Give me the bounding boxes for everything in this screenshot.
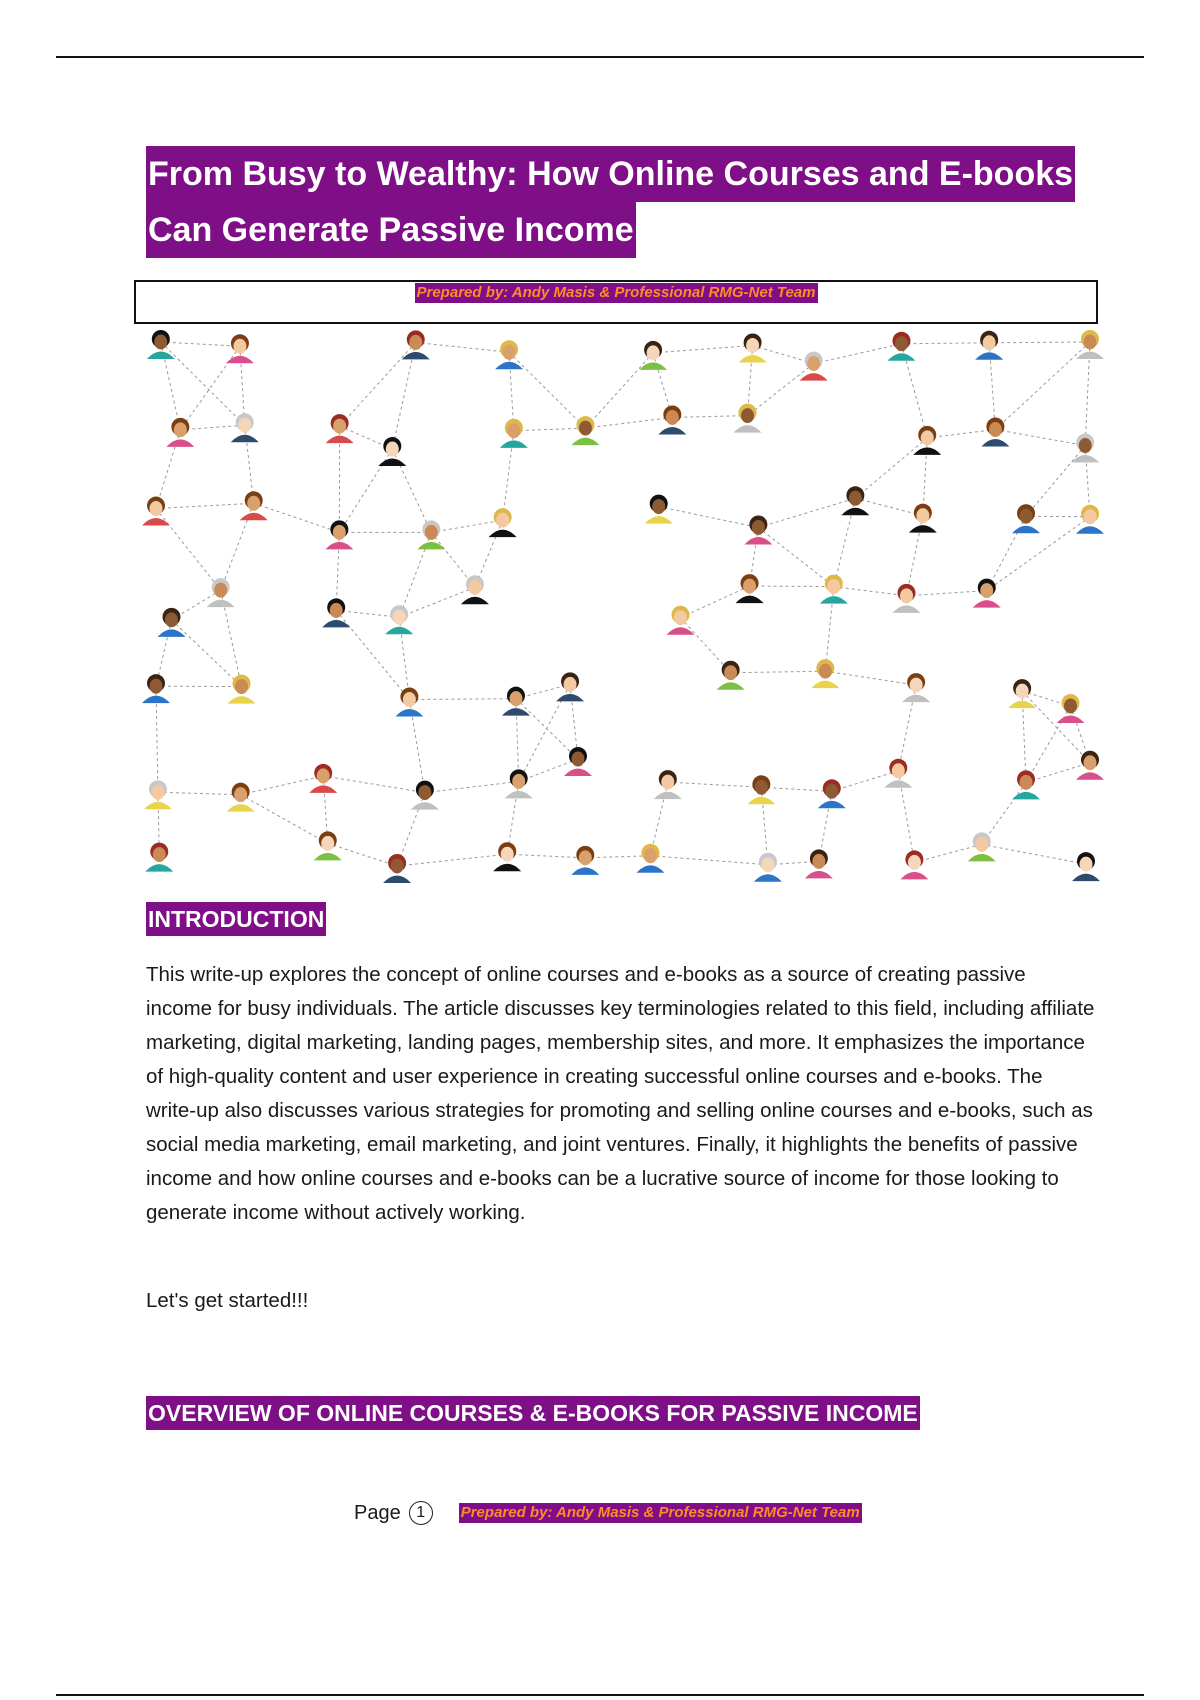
person-icon [902,673,930,702]
title-line-2: Can Generate Passive Income [146,202,636,258]
prepared-by-box [134,280,1098,324]
person-icon [1071,434,1099,463]
page-footer [354,1498,862,1528]
network-connection [748,364,814,416]
network-connection [323,776,425,793]
person-icon [717,661,745,690]
network-connection [340,342,416,426]
person-icon [502,687,530,716]
footer-prepared-by: Prepared by: Andy Masis & Professional RMG-Net Team [460,1504,860,1521]
person-icon [207,578,235,607]
introduction-closing: Let's get started!!! [146,1289,309,1312]
network-connection [731,671,826,673]
network-connection [855,438,927,498]
prepared-by-label: Prepared by: Andy Masis & Professional RMG-Net Team [416,284,816,301]
network-connection [901,343,989,344]
network-connection [668,782,762,787]
network-connection [585,353,653,428]
network-connection [659,507,759,528]
person-icon [231,413,259,442]
person-icon [893,584,921,613]
network-connection [514,428,586,431]
person-icon [505,769,533,798]
person-icon [142,497,170,526]
network-connection [653,345,753,352]
page-label: Page [354,1502,401,1524]
network-connection [995,430,1085,446]
person-icon [144,780,172,809]
introduction-body: This write-up explores the concept of online courses and e-books as a source of creating passive income for busy individuals. The article discusses key terminologies related to this field, including affiliate marketing, digital marketing, landing pages, membership sites, and more. It emphasizes the importance of high-quality content and user experience in creating successful online courses and e-books. The write-up also discusses various strategies for promoting and selling online courses and e-books, such as social media marketing, email marketing, and joint ventures. Finally, it highlights the benefits of passive income and how online courses and e-books can be a lucrative source of income for those looking to generate income without actively working. [146,963,1095,1224]
top-rule [56,56,1144,58]
person-icon [322,598,350,627]
overview-heading: OVERVIEW OF ONLINE COURSES & E-BOOKS FOR PASSIVE INCOME [146,1396,920,1430]
person-icon [571,846,599,875]
network-connection [509,352,585,428]
person-icon [325,520,353,549]
person-icon [411,781,439,810]
person-icon [913,426,941,455]
network-connection [328,843,397,866]
person-icon [493,842,521,871]
network-connection [832,771,899,792]
network-connection [834,587,907,596]
bottom-rule [56,1694,1144,1696]
person-icon [739,333,767,362]
person-icon [805,849,833,878]
person-icon [973,579,1001,608]
person-icon [1072,852,1100,881]
person-icon [145,843,173,872]
network-connection [995,342,1090,430]
person-icon [1012,504,1040,533]
network-connection [507,854,585,858]
person-icon [639,341,667,370]
person-icon [654,770,682,799]
person-icon [734,404,762,433]
person-icon [645,495,673,524]
network-connection [156,503,254,508]
person-icon [747,775,775,804]
network-connection [825,671,916,685]
person-icon [166,418,194,447]
person-icon [1057,694,1085,723]
person-icon [968,832,996,861]
person-icon [395,688,423,717]
person-icon [314,831,342,860]
person-icon [811,659,839,688]
person-icon [227,783,255,812]
person-icon [800,352,828,381]
person-icon [142,674,170,703]
network-connection [982,782,1026,844]
network-connection [585,856,650,858]
network-connection [171,620,241,687]
person-icon [1008,679,1036,708]
network-connection [989,342,1090,343]
person-icon [900,850,928,879]
network-connection [416,342,509,352]
person-icon [909,504,937,533]
network-connection [161,342,240,346]
person-icon [571,416,599,445]
person-icon [884,759,912,788]
network-connection [982,844,1086,864]
network-connection [585,417,672,428]
network-connection [425,781,519,792]
person-icon [658,405,686,434]
person-icon [736,574,764,603]
person-icon [157,608,185,637]
person-icon [564,747,592,776]
network-connection [758,498,855,527]
network-connection [1022,691,1090,763]
introduction-heading: INTRODUCTION [146,902,326,936]
person-icon [489,508,517,537]
person-icon [417,520,445,549]
person-icon [666,606,694,635]
network-connection [158,792,241,794]
network-connection [907,591,987,596]
network-connection [254,503,340,532]
person-icon [461,575,489,604]
person-icon [385,605,413,634]
network-connection [431,520,502,532]
person-icon [744,515,772,544]
network-connection [758,527,833,586]
person-icon [818,779,846,808]
page-number: 1 [409,1501,433,1525]
network-connection [180,346,240,430]
network-connection [650,856,767,865]
title-line-1: From Busy to Wealthy: How Online Courses and E-books [146,146,1075,202]
network-connection [987,517,1090,591]
person-icon [383,854,411,883]
person-icon [975,331,1003,360]
person-icon [228,675,256,704]
network-connection [336,610,399,617]
person-icon [754,853,782,882]
social-network-illustration [140,324,1106,884]
network-connection [409,699,516,700]
person-icon [556,672,584,701]
person-icon [1076,330,1104,359]
person-icon [147,330,175,359]
network-connection [761,787,831,791]
person-icon [378,437,406,466]
person-icon [1076,505,1104,534]
network-connection [1026,446,1085,517]
network-connection [680,618,730,673]
network-connection [241,795,328,844]
person-icon [326,414,354,443]
network-connection [397,854,507,866]
person-icon [981,418,1009,447]
network-connection [180,425,244,430]
person-icon [820,575,848,604]
person-icon [226,334,254,363]
page-title [146,146,1106,258]
person-icon [495,340,523,369]
person-icon [500,419,528,448]
network-connection [156,509,221,591]
network-connection [672,416,747,418]
person-icon [402,330,430,359]
network-connection [161,342,245,425]
network-connection [1026,516,1090,517]
person-icon [240,491,268,520]
person-icon [636,844,664,873]
person-icon [1012,770,1040,799]
network-connection [927,430,995,438]
